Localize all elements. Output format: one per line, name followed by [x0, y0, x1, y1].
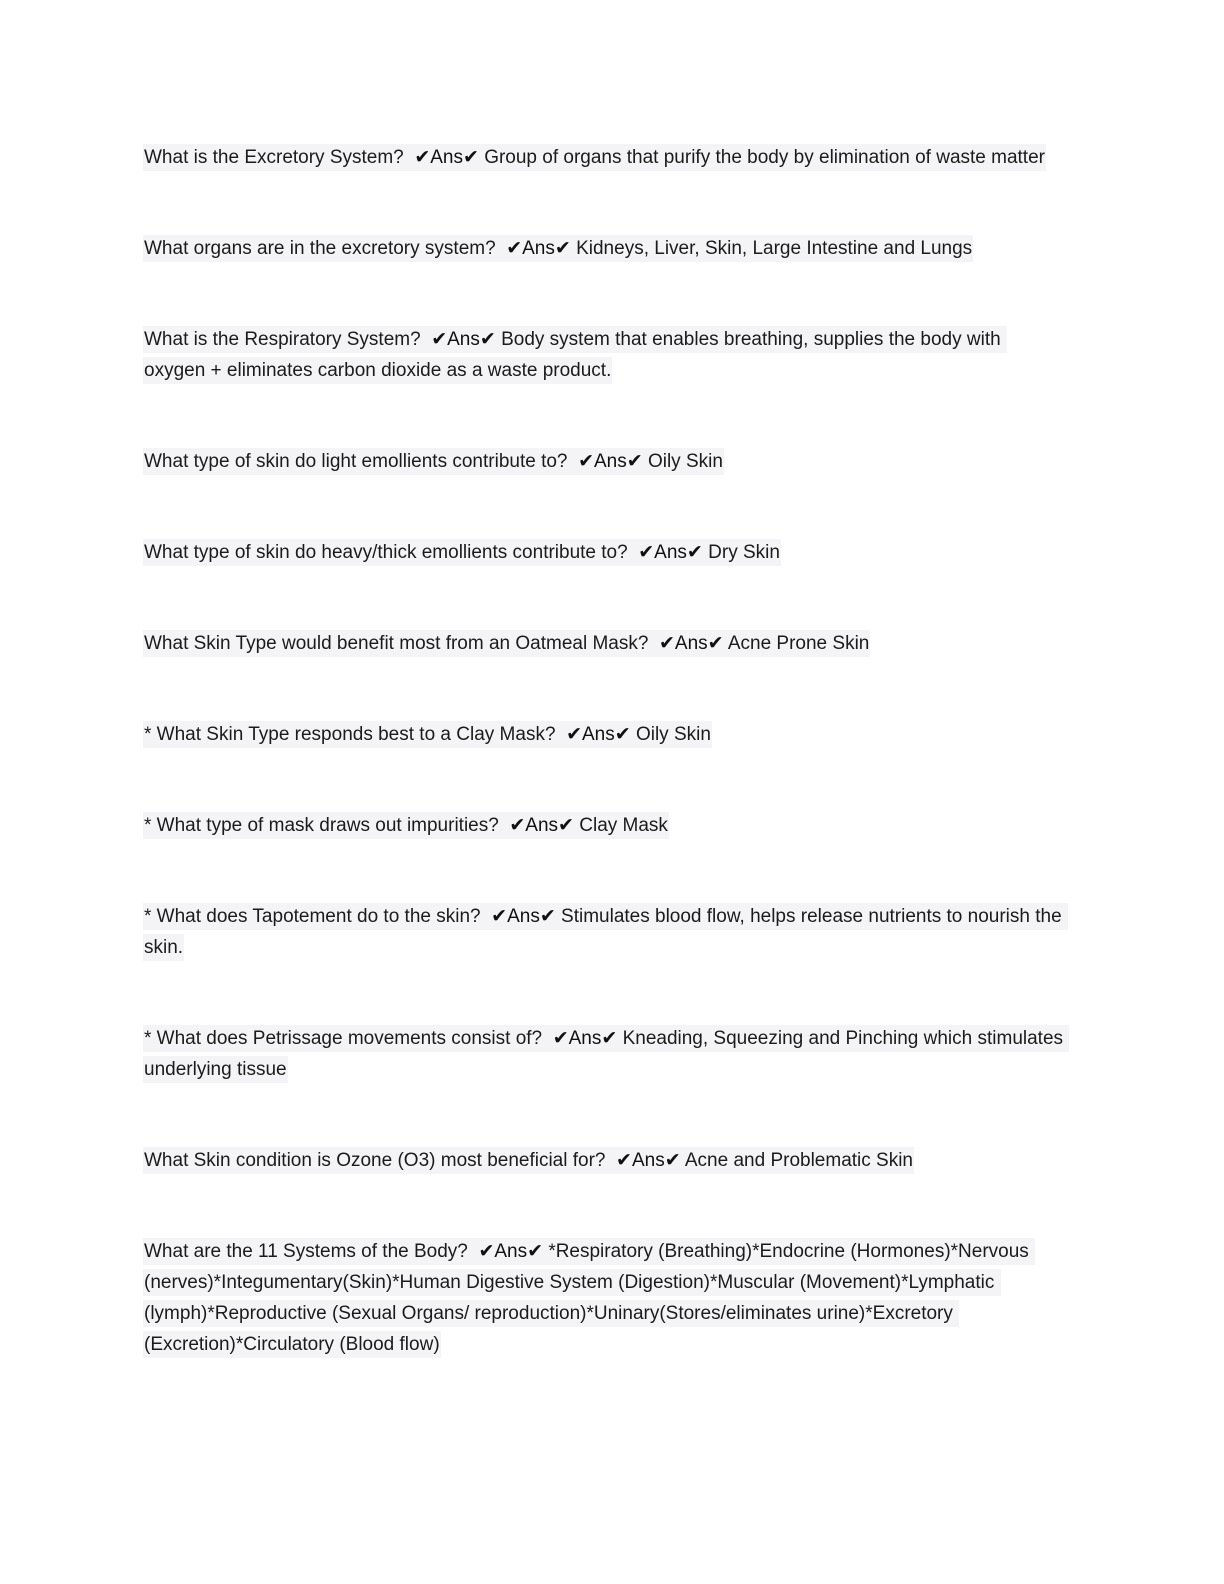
ans-marker: ✔Ans✔	[578, 451, 643, 472]
answer-text: Body system that enables breathing, supplies the body with oxygen + eliminates carbon dioxide as a waste product.	[144, 329, 1006, 381]
answer-text: Dry Skin	[708, 542, 780, 563]
ans-marker: ✔Ans✔	[659, 633, 724, 654]
answer-text: Clay Mask	[579, 815, 668, 836]
ans-marker: ✔Ans✔	[478, 1241, 544, 1262]
answer-text: Oily Skin	[635, 724, 711, 745]
qa-item	[143, 628, 1065, 659]
ans-marker: ✔Ans✔	[566, 724, 631, 745]
highlighted-text	[143, 721, 712, 748]
answer-text: Oily Skin	[647, 451, 723, 472]
highlighted-text	[143, 539, 781, 566]
ans-marker: ✔Ans✔	[509, 815, 574, 836]
ans-marker: ✔Ans✔	[506, 238, 571, 259]
qa-item	[143, 446, 1065, 477]
question-text: * What Skin Type responds best to a Clay Mask?	[144, 724, 556, 745]
ans-marker: ✔Ans✔	[491, 906, 556, 927]
question-text: What is the Respiratory System?	[144, 329, 421, 350]
answer-text: *Respiratory (Breathing)*Endocrine (Hormones)*Nervous (nerves)*Integumentary(Skin)*Human Digestive System (Digestion)*Muscular (Movement)*Lymphatic (lymph)*Reproductive (Sexual Organs/ reproduction)*Uninary(Stores/eliminates urine)*Excretory (Excretion)*Circulatory (Blood flow)	[144, 1241, 1035, 1355]
question-text: What organs are in the excretory system?	[144, 238, 496, 259]
highlighted-text	[143, 1147, 914, 1174]
qa-item	[143, 1236, 1065, 1360]
highlighted-text	[143, 235, 973, 262]
highlighted-text	[143, 448, 724, 475]
answer-text: Kneading, Squeezing and Pinching which stimulates underlying tissue	[144, 1028, 1069, 1080]
qa-item	[143, 1023, 1069, 1085]
highlighted-text	[143, 630, 870, 657]
qa-list	[143, 142, 1069, 1360]
question-text: What type of skin do light emollients contribute to?	[144, 451, 568, 472]
qa-item	[143, 719, 1065, 750]
ans-marker: ✔Ans✔	[414, 147, 479, 168]
answer-text: Acne Prone Skin	[727, 633, 870, 654]
qa-item	[143, 537, 1065, 568]
question-text: * What does Tapotement do to the skin?	[144, 906, 481, 927]
question-text: What Skin Type would benefit most from an Oatmeal Mask?	[144, 633, 649, 654]
highlighted-text	[143, 326, 1007, 384]
ans-marker: ✔Ans✔	[431, 329, 496, 350]
ans-marker: ✔Ans✔	[638, 542, 703, 563]
qa-item	[143, 810, 1065, 841]
highlighted-text	[143, 903, 1068, 961]
question-text: What type of skin do heavy/thick emollients contribute to?	[144, 542, 628, 563]
answer-text: Acne and Problematic Skin	[684, 1150, 913, 1171]
qa-item	[143, 142, 1065, 173]
qa-item	[143, 1145, 1065, 1176]
highlighted-text	[143, 144, 1046, 171]
question-text: * What type of mask draws out impurities?	[144, 815, 499, 836]
question-text: What is the Excretory System?	[144, 147, 404, 168]
qa-item	[143, 324, 1065, 386]
question-text: What are the 11 Systems of the Body?	[144, 1241, 468, 1262]
ans-marker: ✔Ans✔	[616, 1150, 681, 1171]
answer-text: Group of organs that purify the body by elimination of waste matter	[484, 147, 1045, 168]
highlighted-text	[143, 812, 669, 839]
highlighted-text	[143, 1238, 1035, 1358]
qa-item	[143, 901, 1065, 963]
qa-item	[143, 233, 1065, 264]
ans-marker: ✔Ans✔	[552, 1028, 618, 1049]
answer-text: Stimulates blood flow, helps release nutrients to nourish the skin.	[144, 906, 1067, 958]
question-text: * What does Petrissage movements consist of?	[144, 1028, 543, 1049]
highlighted-text	[143, 1025, 1069, 1083]
question-text: What Skin condition is Ozone (O3) most beneficial for?	[144, 1150, 606, 1171]
answer-text: Kidneys, Liver, Skin, Large Intestine and Lungs	[576, 238, 973, 259]
